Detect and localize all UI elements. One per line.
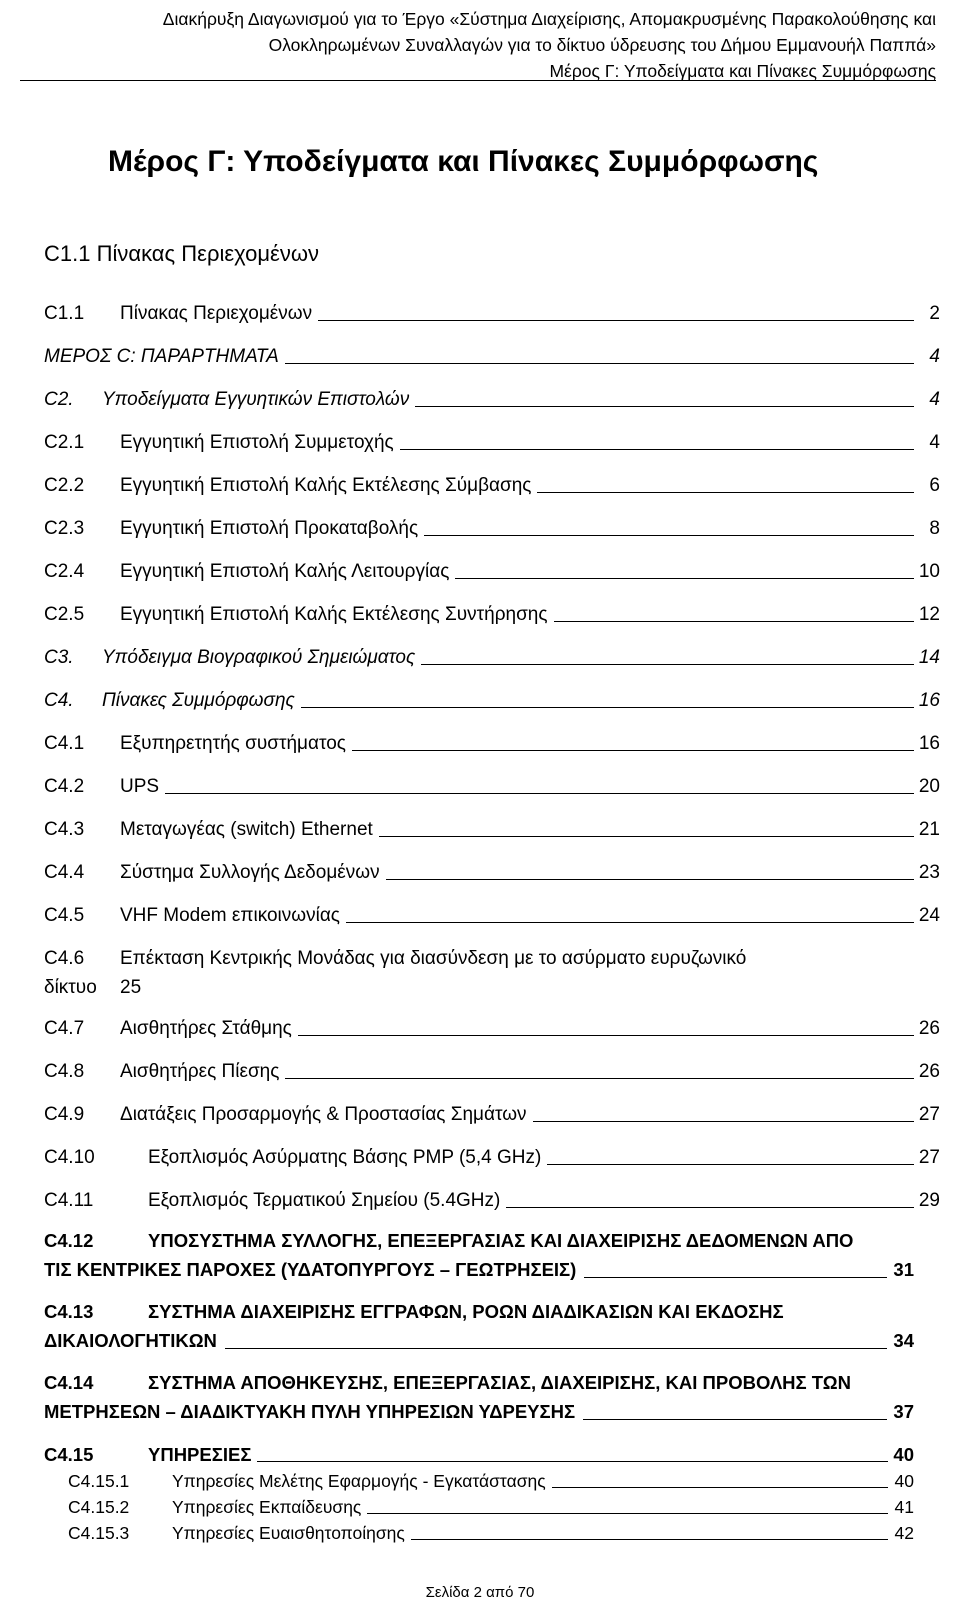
toc-entry-number: C4.11 [44,1190,94,1211]
toc-entry-label: Εγγυητική Επιστολή Προκαταβολής [120,518,419,539]
toc-entry-label: Πίνακες Συμμόρφωσης [102,690,295,711]
toc-entry[interactable] [44,683,940,713]
toc-entry[interactable] [44,339,940,369]
toc-entry-number: C4.2 [44,776,85,797]
toc-entry-page: 26 [918,1018,940,1039]
toc-leader [424,535,914,536]
toc-entry[interactable] [44,296,940,326]
header-line-1: Διακήρυξη Διαγωνισμού για το Έργο «Σύστημα Διαχείρισης, Απομακρυσμένης Παρακολούθησης και [162,9,936,29]
toc-entry-label-continued: ΤΙΣ ΚΕΝΤΡΙΚΕΣ ΠΑΡΟΧΕΣ (ΥΔΑΤΟΠΥΡΓΟΥΣ – ΓΕΩΤΡΗΣΕΙΣ) [44,1259,577,1280]
toc-entry[interactable] [44,1140,940,1170]
toc-entry-number: C2.2 [44,475,85,496]
toc-entry-page: 27 [918,1104,940,1125]
toc-entry-label: Υπηρεσίες Μελέτης Εφαρμογής - Εγκατάστασης [172,1471,546,1491]
toc-entry-page: 41 [894,1497,914,1517]
toc-entry-label-continued: ΜΕΤΡΗΣΕΩΝ – ΔΙΑΔΙΚΤΥΑΚΗ ΠΥΛΗ ΥΠΗΡΕΣΙΩΝ ΥΔΡΕΥΣΗΣ [44,1401,576,1422]
toc-entry-label: Σύστημα Συλλογής Δεδομένων [120,862,380,883]
toc-entry-number: C1.1 [44,303,85,324]
toc-entry-page: 23 [918,862,940,883]
toc-entry-label: Εξοπλισμός Ασύρματης Βάσης PMP (5,4 GHz) [148,1147,542,1168]
toc-entry-page: 20 [918,776,940,797]
toc-entry[interactable] [44,1226,914,1284]
toc-entry-page: 4 [929,432,940,453]
toc-entry-page: 29 [918,1190,940,1211]
toc-entry-label: Εγγυητική Επιστολή Συμμετοχής [120,432,394,453]
toc-leader [165,793,914,794]
part-title: Μέρος Γ: Υποδείγματα και Πίνακες Συμμόρφωσης [108,145,819,178]
toc-entry-page: 10 [918,561,940,582]
toc-entry-number: C4.15.2 [68,1497,130,1517]
toc-entry[interactable] [44,726,940,756]
toc-entry-label-continued: ΔΙΚΑΙΟΛΟΓΗΤΙΚΩΝ [44,1330,217,1351]
toc-entry-label: Υπόδειγμα Βιογραφικού Σημειώματος [102,647,416,668]
toc-entry-page: 26 [918,1061,940,1082]
toc-entry-page: 21 [918,819,940,840]
toc-leader [257,1461,888,1462]
toc-entry-label: ΣΥΣΤΗΜΑ ΔΙΑΧΕΙΡΙΣΗΣ ΕΓΓΡΑΦΩΝ, ΡΟΩΝ ΔΙΑΔΙΚΑΣΙΩΝ ΚΑΙ ΕΚΔΟΣΗΣ [148,1301,784,1322]
toc-entry-label: Αισθητήρες Πίεσης [120,1061,280,1082]
toc-entry[interactable] [44,511,940,541]
toc-entry-number: C2.3 [44,518,85,539]
toc-leader [225,1348,888,1349]
toc-entry-page: 16 [918,733,940,754]
toc-leader [367,1513,888,1514]
toc-entry-number: C2.5 [44,604,85,625]
toc-leader [533,1121,914,1122]
toc-entry-label: Υπηρεσίες Ευαισθητοποίησης [172,1523,405,1543]
toc-entry[interactable] [44,597,940,627]
toc-entry-page: 12 [918,604,940,625]
toc-entry[interactable] [44,1297,914,1355]
toc-entry-label: Υπηρεσίες Εκπαίδευσης [172,1497,362,1517]
toc-entry-label: ΜΕΡΟΣ C: ΠΑΡΑΡΤΗΜΑΤΑ [44,346,279,367]
toc-entry-label-continued: δίκτυο [44,977,97,998]
header-line-3: Μέρος Γ: Υποδείγματα και Πίνακες Συμμόρφωσης [549,61,936,81]
toc-entry-number: C4.4 [44,862,85,883]
toc-entry-page: 37 [893,1401,914,1422]
toc-entry-number: C4.10 [44,1147,95,1168]
toc-entry-page: 42 [894,1523,914,1543]
toc-entry-number: C4.6 [44,948,85,969]
toc-entry-page: 24 [918,905,940,926]
toc-entry-number: C4.5 [44,905,85,926]
toc-entry-number: C2. [44,389,74,410]
toc-leader [400,449,914,450]
toc-entry-number: C4.1 [44,733,85,754]
toc-leader [537,492,914,493]
toc-entry-label: Μεταγωγέας (switch) Ethernet [120,819,373,840]
toc-entry[interactable] [44,812,940,842]
toc-leader [584,1277,887,1278]
toc-leader [298,1035,914,1036]
toc-entry-page: 25 [120,977,142,998]
toc-leader [386,879,914,880]
toc-entry-page: 34 [893,1330,914,1351]
toc-entry-label: VHF Modem επικοινωνίας [120,905,340,926]
toc-leader [411,1539,888,1540]
section-title: C1.1 Πίνακας Περιεχομένων [44,241,319,266]
toc-entry-page: 8 [929,518,940,539]
toc-entry[interactable] [44,898,940,928]
toc-leader [455,578,914,579]
toc-entry-label: Εγγυητική Επιστολή Καλής Λειτουργίας [120,561,450,582]
toc-entry-label: Εγγυητική Επιστολή Καλής Εκτέλεσης Συντήρησης [120,604,548,625]
toc-leader [547,1164,914,1165]
toc-leader [352,750,914,751]
toc-entry-page: 14 [918,647,940,668]
toc-entry-label: ΥΠΗΡΕΣΙΕΣ [148,1444,252,1465]
toc-entry-label: Πίνακας Περιεχομένων [120,303,313,324]
toc-entry[interactable] [44,468,940,498]
toc-entry-number: C4.15 [44,1444,94,1465]
toc-leader [301,707,914,708]
toc-entry[interactable] [44,1097,940,1127]
toc-entry-page: 40 [894,1471,914,1491]
toc-entry-number: C4.8 [44,1061,85,1082]
toc-entry-label: Αισθητήρες Στάθμης [120,1018,292,1039]
toc-entry-number: C2.4 [44,561,85,582]
toc-entry[interactable] [44,425,940,455]
header-line-2: Ολοκληρωμένων Συναλλαγών για το δίκτυο ύδρευσης του Δήμου Εμμανουήλ Παππά» [268,35,936,55]
page-footer: Σελίδα 2 από 70 [425,1584,535,1601]
toc-entry-page: 40 [893,1444,914,1465]
toc-entry[interactable] [44,769,940,799]
toc-entry[interactable] [44,640,940,670]
toc-entry-page: 2 [929,303,940,324]
toc-entry-number: C4.7 [44,1018,85,1039]
toc-entry-label: ΣΥΣΤΗΜΑ ΑΠΟΘΗΚΕΥΣΗΣ, ΕΠΕΞΕΡΓΑΣΙΑΣ, ΔΙΑΧΕΙΡΙΣΗΣ, ΚΑΙ ΠΡΟΒΟΛΗΣ ΤΩΝ [148,1372,851,1393]
toc-entry-label: Υποδείγματα Εγγυητικών Επιστολών [102,389,410,410]
toc-entry[interactable] [44,382,940,412]
toc-entry-page: 31 [893,1259,914,1280]
toc-leader [421,664,914,665]
toc-entry-label: Εγγυητική Επιστολή Καλής Εκτέλεσης Σύμβασης [120,475,532,496]
toc-entry[interactable] [44,1183,940,1213]
toc-entry-number: C4.9 [44,1104,85,1125]
toc-entry[interactable] [44,1054,940,1084]
toc-leader [379,836,914,837]
toc-entry-number: C3. [44,647,74,668]
toc-entry-label: Επέκταση Κεντρικής Μονάδας για διασύνδεση με το ασύρματο ευρυζωνικό [120,948,747,969]
toc-entry-number: C4.13 [44,1301,94,1322]
toc-entry-number: C2.1 [44,432,85,453]
toc-entry-number: C4.14 [44,1372,94,1393]
toc-leader [583,1419,887,1420]
toc-leader [285,363,914,364]
toc-leader [554,621,914,622]
toc-entry[interactable] [44,1437,914,1467]
toc-entry[interactable] [68,1467,914,1493]
toc-entry-label: ΥΠΟΣΥΣΤΗΜΑ ΣΥΛΛΟΓΗΣ, ΕΠΕΞΕΡΓΑΣΙΑΣ ΚΑΙ ΔΙΑΧΕΙΡΙΣΗΣ ΔΕΔΟΜΕΝΩΝ ΑΠΟ [148,1230,854,1251]
toc-entry-page: 4 [929,389,940,410]
toc-entry-page: 27 [918,1147,940,1168]
toc-leader [318,320,914,321]
toc-entry-number: C4.12 [44,1230,94,1251]
toc-entry-number: C4.15.1 [68,1471,130,1491]
toc-entry[interactable] [44,1368,914,1426]
toc-entry-number: C4.15.3 [68,1523,130,1543]
toc-entry-page: 16 [918,690,940,711]
toc-entry[interactable] [44,554,940,584]
toc-entry-label: Διατάξεις Προσαρμογής & Προστασίας Σημάτων [120,1104,527,1125]
toc-entry-number: C4. [44,690,74,711]
toc-entry[interactable] [44,855,940,885]
toc-entry[interactable] [44,944,914,1002]
toc-entry-number: C4.3 [44,819,85,840]
toc-entry-page: 4 [929,346,940,367]
toc-leader [285,1078,914,1079]
toc-entry-page: 6 [929,475,940,496]
toc-leader [506,1207,914,1208]
toc-entry-label: Εξυπηρετητής συστήματος [120,733,346,754]
toc-entry[interactable] [68,1519,914,1545]
toc-entry-label: Εξοπλισμός Τερματικού Σημείου (5.4GHz) [148,1190,501,1211]
toc-entry[interactable] [44,1011,940,1041]
toc-entry-label: UPS [120,776,160,797]
toc-entry[interactable] [68,1493,914,1519]
toc-leader [415,406,914,407]
toc-leader [346,922,914,923]
toc-leader [552,1487,888,1488]
